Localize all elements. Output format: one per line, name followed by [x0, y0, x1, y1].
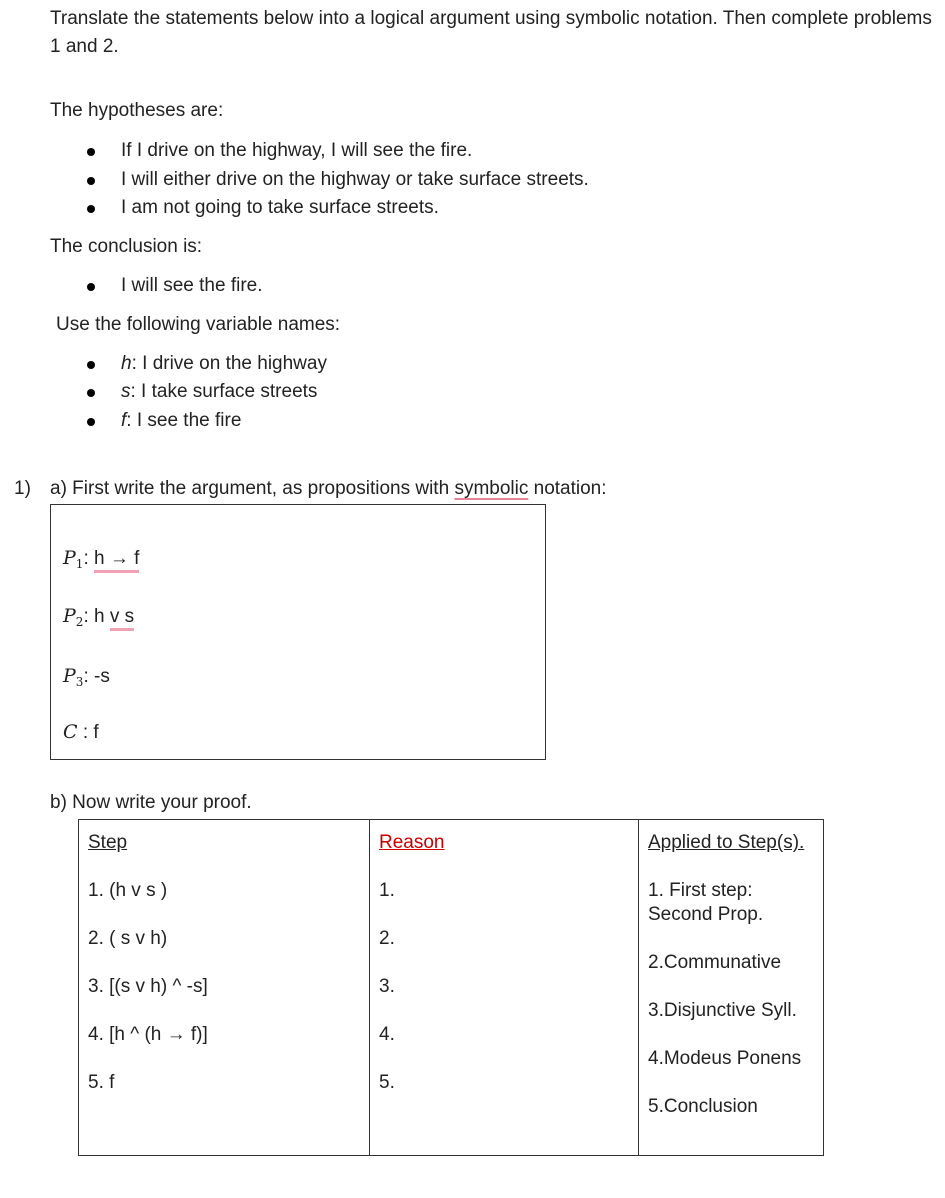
conclusion-letter: C [63, 721, 78, 743]
hypotheses-heading: The hypotheses are: [50, 100, 224, 121]
bullet-icon [87, 205, 95, 213]
premise-letter: P [63, 665, 76, 687]
part-a-prompt [50, 478, 607, 500]
conclusion-row [63, 721, 99, 744]
bullet-icon [87, 389, 95, 397]
premise-colon: : [83, 548, 89, 569]
reason-item: 4. [379, 1024, 395, 1045]
variable-item [121, 353, 327, 375]
variable-desc: : I see the fire [126, 410, 242, 431]
bullet-icon [87, 418, 95, 426]
applied-item: 4.Modeus Ponens [648, 1048, 802, 1069]
problem-number: 1) [14, 478, 31, 499]
premise-subscript: 2 [75, 615, 84, 629]
bullet-icon [87, 177, 95, 185]
premise-expression: h → f [94, 548, 139, 573]
variable-name: s [121, 381, 131, 402]
part-a-suffix: notation: [528, 478, 607, 499]
conclusion-colon: : [82, 722, 89, 743]
step-item: 2. ( s v h) [88, 928, 168, 949]
variables-heading: Use the following variable names: [56, 314, 341, 335]
part-b-prompt: b) Now write your proof. [50, 792, 252, 813]
hypothesis-item: I will either drive on the highway or take surface streets. [121, 169, 589, 190]
premise-expression: -s [94, 666, 110, 687]
applied-item: 2.Communative [648, 952, 782, 973]
hypothesis-item: If I drive on the highway, I will see the fire. [121, 140, 473, 161]
step-header: Step [88, 832, 128, 853]
variable-desc: : I drive on the highway [131, 353, 327, 374]
step-item: 5. f [88, 1072, 115, 1093]
premise-subscript: 3 [75, 675, 84, 689]
premise-letter: P [63, 547, 76, 569]
step-item: 1. (h v s ) [88, 880, 168, 901]
step-item: 3. [(s v h) ^ -s] [88, 976, 208, 997]
step-column[interactable] [79, 820, 370, 1156]
hypothesis-item: I am not going to take surface streets. [121, 197, 439, 218]
premise-letter: P [63, 605, 76, 627]
conclusion-heading: The conclusion is: [50, 236, 203, 257]
premise-colon: : [83, 606, 89, 627]
proof-table[interactable] [78, 819, 824, 1156]
bullet-icon [87, 283, 95, 291]
reason-column[interactable] [370, 820, 639, 1156]
reason-item: 3. [379, 976, 395, 997]
applied-column[interactable] [639, 820, 824, 1156]
reason-item: 5. [379, 1072, 395, 1093]
applied-item: 5.Conclusion [648, 1096, 758, 1117]
bullet-icon [87, 361, 95, 369]
instructions-text: Translate the statements below into a logical argument using symbolic notation. Then complete problems 1 and 2. [50, 8, 932, 57]
variable-name: h [121, 353, 132, 374]
conclusion-item: I will see the fire. [121, 275, 263, 296]
bullet-icon [87, 148, 95, 156]
applied-header: Applied to Step(s). [648, 832, 805, 853]
step-item: 4. [h ^ (h → f)] [88, 1024, 208, 1045]
reason-item: 1. [379, 880, 395, 901]
variable-item [121, 381, 317, 403]
variable-item [121, 410, 241, 432]
premise-1 [63, 547, 139, 571]
applied-item: Second Prop. [648, 904, 764, 925]
applied-item: 1. First step: [648, 880, 753, 901]
premise-2 [63, 605, 134, 629]
variable-desc: : I take surface streets [130, 381, 318, 402]
argument-box[interactable] [50, 504, 546, 760]
applied-item: 3.Disjunctive Syll. [648, 1000, 797, 1021]
part-a-prefix: a) First write the argument, as propositions with [50, 478, 455, 499]
premise-colon: : [83, 666, 89, 687]
premise-3 [63, 665, 110, 689]
premise-subscript: 1 [75, 557, 84, 571]
premise-expression-underlined: v s [110, 606, 134, 631]
conclusion-expression: f [93, 722, 99, 743]
reason-item: 2. [379, 928, 395, 949]
premise-expression: h [94, 606, 110, 627]
reason-header: Reason [379, 832, 445, 853]
variable-name: f [121, 410, 127, 431]
spellcheck-word: symbolic [454, 478, 529, 499]
